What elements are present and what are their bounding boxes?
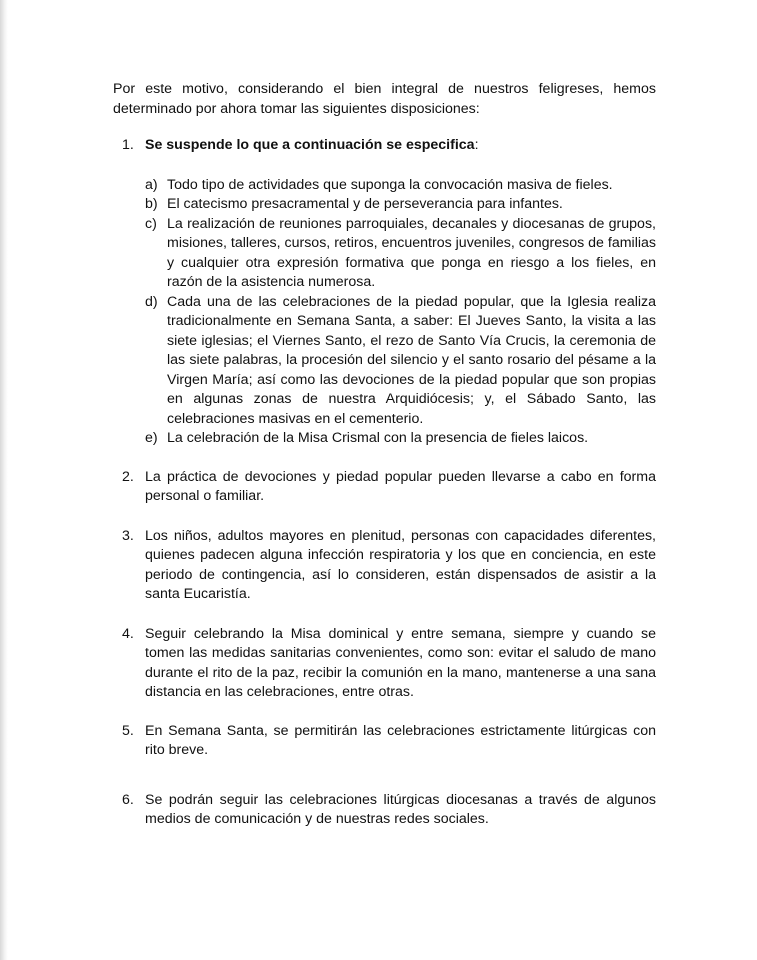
sub-item-e — [145, 429, 656, 449]
list-number: 1. — [122, 137, 134, 153]
sub-item-text: El catecismo presacramental y de perseverancia para infantes. — [167, 196, 563, 212]
list-number: 5. — [122, 722, 134, 739]
list-item-text: En Semana Santa, se permitirán las celebraciones estrictamente litúrgicas con rito breve. — [145, 722, 656, 758]
item-1-heading: Se suspende lo que a continuación se especifica — [145, 137, 475, 153]
sub-item-text: La celebración de la Misa Crismal con la presencia de fieles laicos. — [167, 430, 589, 446]
sub-item-d — [145, 293, 656, 430]
sub-letter: e) — [145, 430, 158, 446]
list-item-text: La práctica de devociones y piedad popular pueden llevarse a cabo en forma personal o familiar. — [145, 468, 656, 504]
sub-item-text: Cada una de las celebraciones de la piedad popular, que la Iglesia realiza tradicionalmente en Semana Santa, a saber: El Jueves Santo, la visita a las siete iglesias; el Viernes Santo, el rezo de Santo Vía Crucis, la ceremonia de las siete palabras, la procesión del silencio y el santo rosario del pésame a la Virgen María; así como las devociones de la piedad popular que son propias en algunas zonas de nuestra Arquidiócesis; y, el Sábado Santo, las celebraciones masivas en el cementerio. — [167, 293, 656, 427]
list-number: 3. — [122, 527, 134, 544]
list-item-2 — [113, 468, 656, 507]
page-left-shadow — [0, 0, 8, 960]
document-body — [113, 80, 656, 830]
sub-item-text: La realización de reuniones parroquiales, decanales y diocesanas de grupos, misiones, talleres, cursos, retiros, encuentros juveniles, congresos de familias y cualquier otra expresión formativa que ponga en riesgo a los fieles, en razón de la asistencia numerosa. — [167, 215, 656, 290]
sub-item-c — [145, 215, 656, 293]
list-item-text: Los niños, adultos mayores en plenitud, personas con capacidades diferentes, quienes padecen alguna infección respiratoria y los que en conciencia, en este periodo de contingencia, así lo consideren, están dispensados de asistir a la santa Eucaristía. — [145, 527, 656, 602]
sub-letter: b) — [145, 196, 158, 212]
sub-list — [145, 176, 656, 449]
list-item-text: Seguir celebrando la Misa dominical y entre semana, siempre y cuando se tomen las medidas sanitarias convenientes, como son: evitar el saludo de mano durante el rito de la paz, recibir la comunión en la mano, mantenerse a una sana distancia en las celebraciones, entre otras. — [145, 625, 656, 700]
list-item-5 — [113, 722, 656, 761]
list-item-6 — [113, 791, 656, 830]
item-1-heading-colon: : — [474, 137, 479, 153]
disposiciones-list — [113, 136, 656, 830]
list-item-text: Se podrán seguir las celebraciones litúrgicas diocesanas a través de algunos medios de comunicación y de nuestras redes sociales. — [145, 791, 656, 827]
sub-letter: d) — [145, 293, 158, 310]
list-number: 6. — [122, 791, 134, 808]
list-number: 2. — [122, 468, 134, 485]
sub-item-a — [145, 176, 656, 196]
sub-letter: c) — [145, 215, 157, 232]
list-number: 4. — [122, 625, 134, 642]
list-item-3 — [113, 527, 656, 605]
sub-item-b — [145, 195, 656, 215]
sub-letter: a) — [145, 176, 158, 193]
list-item-1 — [113, 136, 656, 449]
intro-paragraph: Por este motivo, considerando el bien integral de nuestros feligreses, hemos determinado por ahora tomar las siguientes disposiciones: — [113, 81, 656, 117]
sub-item-text: Todo tipo de actividades que suponga la convocación masiva de fieles. — [167, 176, 613, 193]
list-item-4 — [113, 625, 656, 703]
